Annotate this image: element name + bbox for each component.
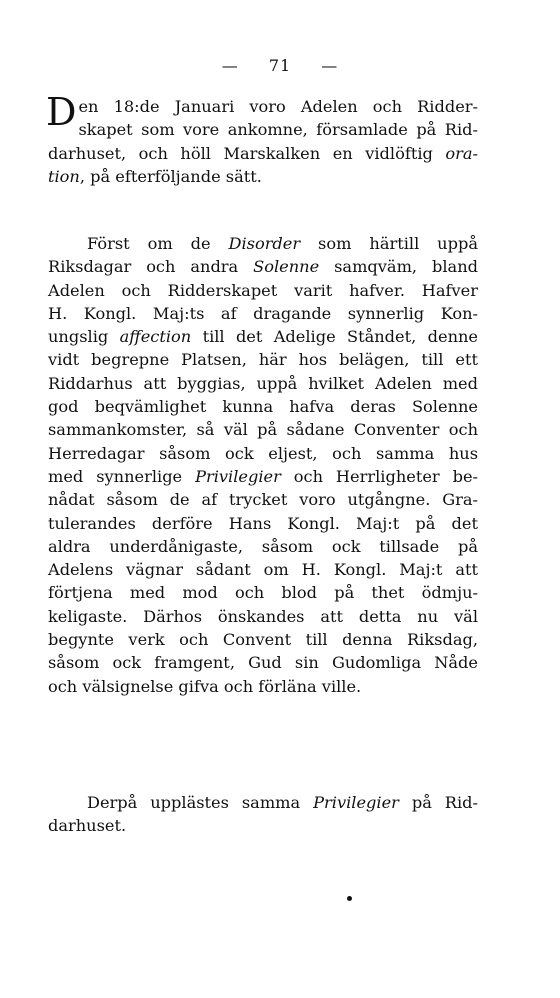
page-number: 71 (268, 56, 292, 75)
paragraph-3 (48, 791, 478, 838)
text-line (48, 95, 478, 118)
text-line (48, 255, 478, 278)
italic-span: Solenne (253, 257, 320, 277)
text-line: nådat såsom de af trycket voro utgångne. Gra- (48, 490, 478, 510)
page-header (0, 56, 560, 75)
text-span: ungslig (48, 327, 120, 347)
text-line: Herredagar såsom ock eljest, och samma hus (48, 443, 478, 463)
text-line: såsom ock framgent, Gud sin Gudomliga Nåde (48, 653, 478, 673)
text-line: darhuset. (48, 816, 127, 836)
header-dash-right: — (321, 56, 339, 75)
text-span: , på efterföljande sätt. (79, 166, 262, 186)
text-span: Riksdagar och andra (48, 257, 254, 277)
italic-span: Disorder (228, 234, 301, 253)
text-span: på Rid- (398, 793, 478, 812)
text-span: Derpå upplästes samma (87, 793, 314, 812)
text-line (48, 165, 478, 188)
text-line: Riddarhus att byggias, uppå hvilket Adelen med (48, 373, 478, 393)
text-line (48, 791, 478, 814)
text-line: keligaste. Därhos önskandes att detta nu väl (48, 606, 478, 626)
text-span: samqväm, bland (319, 257, 478, 277)
text-line (48, 325, 478, 348)
text-line (48, 465, 478, 488)
header-dash-left: — (221, 56, 239, 75)
italic-span: Privilegier (195, 466, 281, 486)
paragraph-1 (46, 90, 478, 188)
italic-span: tion (48, 166, 80, 186)
text-line: förtjena med mod och blod på thet ödmju- (48, 583, 478, 603)
text-line (48, 232, 478, 255)
italic-span: affection (119, 327, 192, 347)
text-line: Adelen och Ridderskapet varit hafver. Hafver (48, 280, 478, 300)
text-line: Adelens vägnar sådant om H. Kongl. Maj:t att (48, 560, 478, 580)
text-line (48, 142, 478, 165)
text-line: sammankomster, så väl på sådane Conventer och (48, 420, 478, 440)
text-line: tulerandes derföre Hans Kongl. Maj:t på det (48, 513, 478, 533)
ink-dot (347, 896, 352, 901)
italic-span: Privilegier (313, 793, 399, 812)
text-line: begynte verk och Convent till denna Riksdag, (48, 630, 478, 650)
text-line: god beqvämlighet kunna hafva deras Solenne (48, 397, 478, 417)
italic-span: ora- (445, 143, 478, 163)
text-span: som härtill uppå (300, 234, 478, 253)
text-line: aldra underdånigaste, såsom ock tillsade på (48, 536, 478, 556)
text-line: H. Kongl. Maj:ts af dragande synnerlig Kon- (48, 303, 478, 323)
text-span: Först om de (87, 234, 229, 253)
text-span: till det Adelige Ståndet, denne (191, 327, 478, 347)
text-span: skapet som vore ankomne, församlade på Rid- (78, 120, 478, 140)
text-span: med synnerlige (48, 466, 196, 486)
text-span: en 18:de Januari voro Adelen och Ridder- (78, 97, 478, 116)
text-span: och Herrligheter be- (280, 466, 478, 486)
paragraph-2 (48, 232, 478, 698)
text-line: och välsignelse gifva och förläna ville. (48, 676, 362, 696)
drop-cap: D (46, 90, 77, 134)
text-line: vidt begrepne Platsen, här hos belägen, till ett (48, 350, 478, 370)
text-line (48, 118, 478, 141)
text-span: darhuset, och höll Marskalken en vidlöftig (48, 143, 446, 163)
